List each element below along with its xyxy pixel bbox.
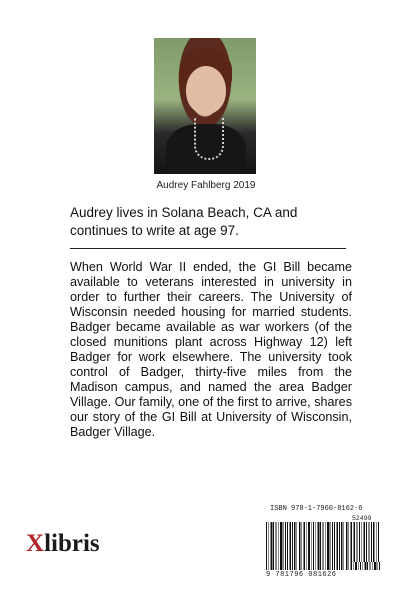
photo-face: [186, 66, 226, 114]
photo-caption: Audrey Fahlberg 2019: [156, 180, 256, 191]
logo-text: libris: [44, 530, 100, 557]
barcode: [258, 505, 384, 580]
isbn-label: ISBN 978-1-7960-8162-6: [270, 505, 363, 513]
price-code: 52499: [352, 515, 372, 522]
barcode-addon-bars: [354, 522, 380, 562]
author-bio: Audrey lives in Solana Beach, CA and continues to write at age 97.: [70, 205, 298, 238]
photo-necklace: [194, 118, 224, 160]
publisher-logo: [26, 530, 100, 558]
barcode-number: 9 781796 081626: [266, 571, 337, 579]
author-photo: [154, 38, 256, 174]
book-description: When World War II ended, the GI Bill became available to veterans interested in university in order to further their careers. The University of Wisconsin needed housing for married students. Badger became available as war workers (of the closed munitions plant across Highway 12) left Badger for work elsewhere. The university took control of Badger, thirty-five miles from the Madison campus, and named the area Badger Village. Our family, one of the first to arrive, shares our story of the GI Bill at University of Wisconsin, Badger Village.: [70, 260, 352, 439]
logo-x: X: [26, 530, 45, 557]
divider: [70, 248, 346, 249]
